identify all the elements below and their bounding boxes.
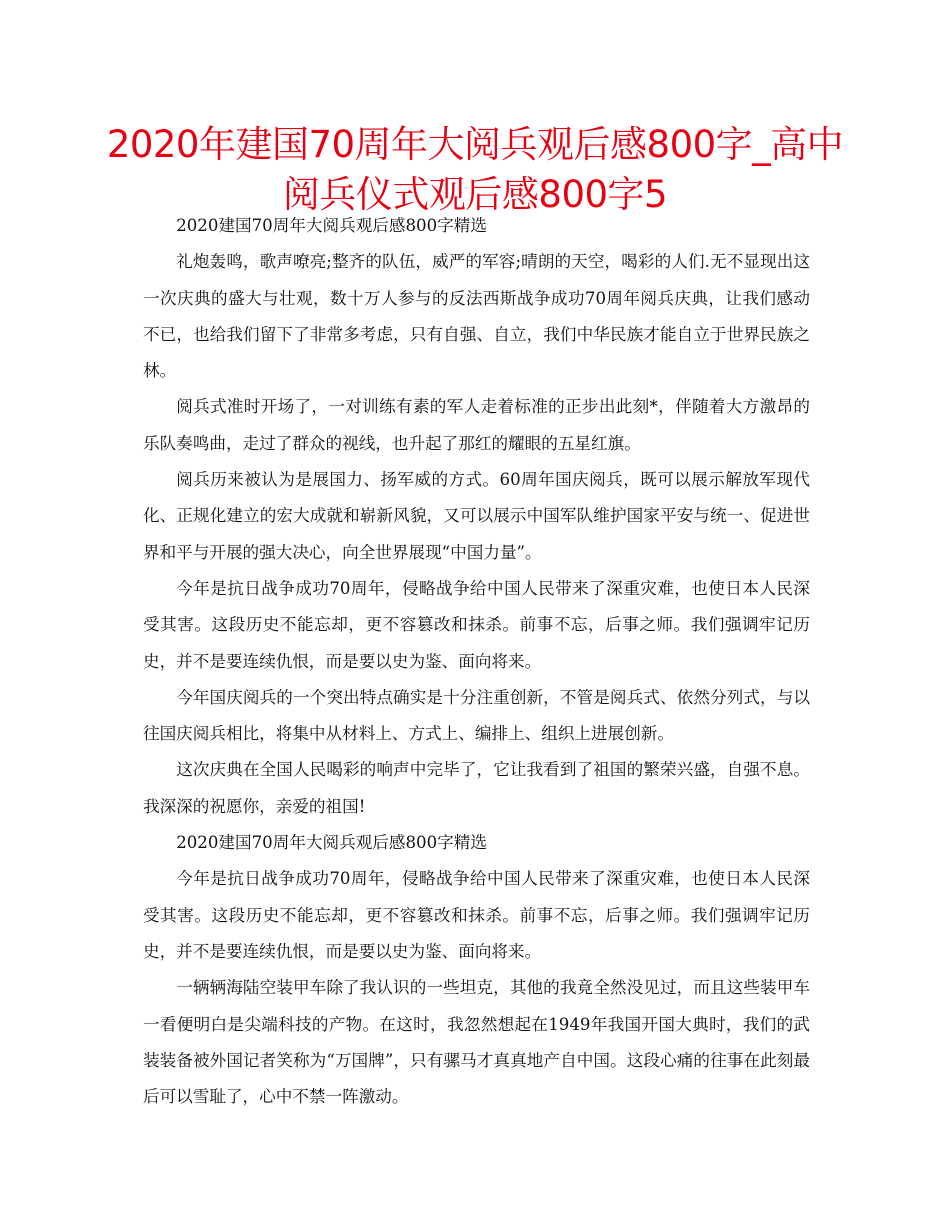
document-body [143,208,810,1115]
paragraph: 阅兵历来被认为是展国力、扬军威的方式。60周年国庆阅兵，既可以展示解放军现代化、正规化建立的宏大成就和崭新风貌，又可以展示中国军队维护国家平安与统一、促进世界和平与开展的强大决心，向全世界展现“中国力量”。 [143,470,810,562]
paragraph-section-heading-1: 2020建国70周年大阅兵观后感800字精选 [176,216,487,235]
paragraph: 礼炮轰鸣，歌声嘹亮;整齐的队伍，威严的军容;晴朗的天空，喝彩的人们.无不显现出这一次庆典的盛大与壮观，数十万人参与的反法西斯战争成功70周年阅兵庆典，让我们感动不已，也给我们留下了非常多考虑，只有自强、自立，我们中华民族才能自立于世界民族之林。 [143,252,810,381]
paragraph: 今年是抗日战争成功70周年，侵略战争给中国人民带来了深重灾难，也使日本人民深受其害。这段历史不能忘却，更不容篡改和抹杀。前事不忘，后事之师。我们强调牢记历史，并不是要连续仇恨，而是要以史为鉴、面向将来。 [143,869,810,961]
paragraph-section-heading-2: 2020建国70周年大阅兵观后感800字精选 [176,833,487,853]
paragraph: 一辆辆海陆空装甲车除了我认识的一些坦克，其他的我竟全然没见过，而且这些装甲车一看便明白是尖端科技的产物。在这时，我忽然想起在1949年我国开国大典时，我们的武装装备被外国记者笑称为“万国牌”，只有骡马才真真地产自中国。这段心痛的往事在此刻最后可以雪耻了，心中不禁一阵激动。 [143,978,810,1107]
paragraph: 今年是抗日战争成功70周年，侵略战争给中国人民带来了深重灾难，也使日本人民深受其害。这段历史不能忘却，更不容篡改和抹杀。前事不忘，后事之师。我们强调牢记历史，并不是要连续仇恨，而是要以史为鉴、面向将来。 [143,578,810,671]
paragraph: 阅兵式准时开场了，一对训练有素的军人走着标准的正步出此刻*，伴随着大方激昂的乐队奏鸣曲，走过了群众的视线，也升起了那红的耀眼的五星红旗。 [143,397,810,453]
paragraph: 这次庆典在全国人民喝彩的响声中完毕了，它让我看到了祖国的繁荣兴盛，自强不息。我深深的祝愿你，亲爱的祖国! [143,760,810,816]
document-title: 2020年建国70周年大阅兵观后感800字_高中阅兵仪式观后感800字5 [106,123,844,216]
paragraph: 今年国庆阅兵的一个突出特点确实是十分注重创新，不管是阅兵式、依然分列式，与以往国庆阅兵相比，将集中从材料上、方式上、编排上、组织上进展创新。 [143,687,810,744]
